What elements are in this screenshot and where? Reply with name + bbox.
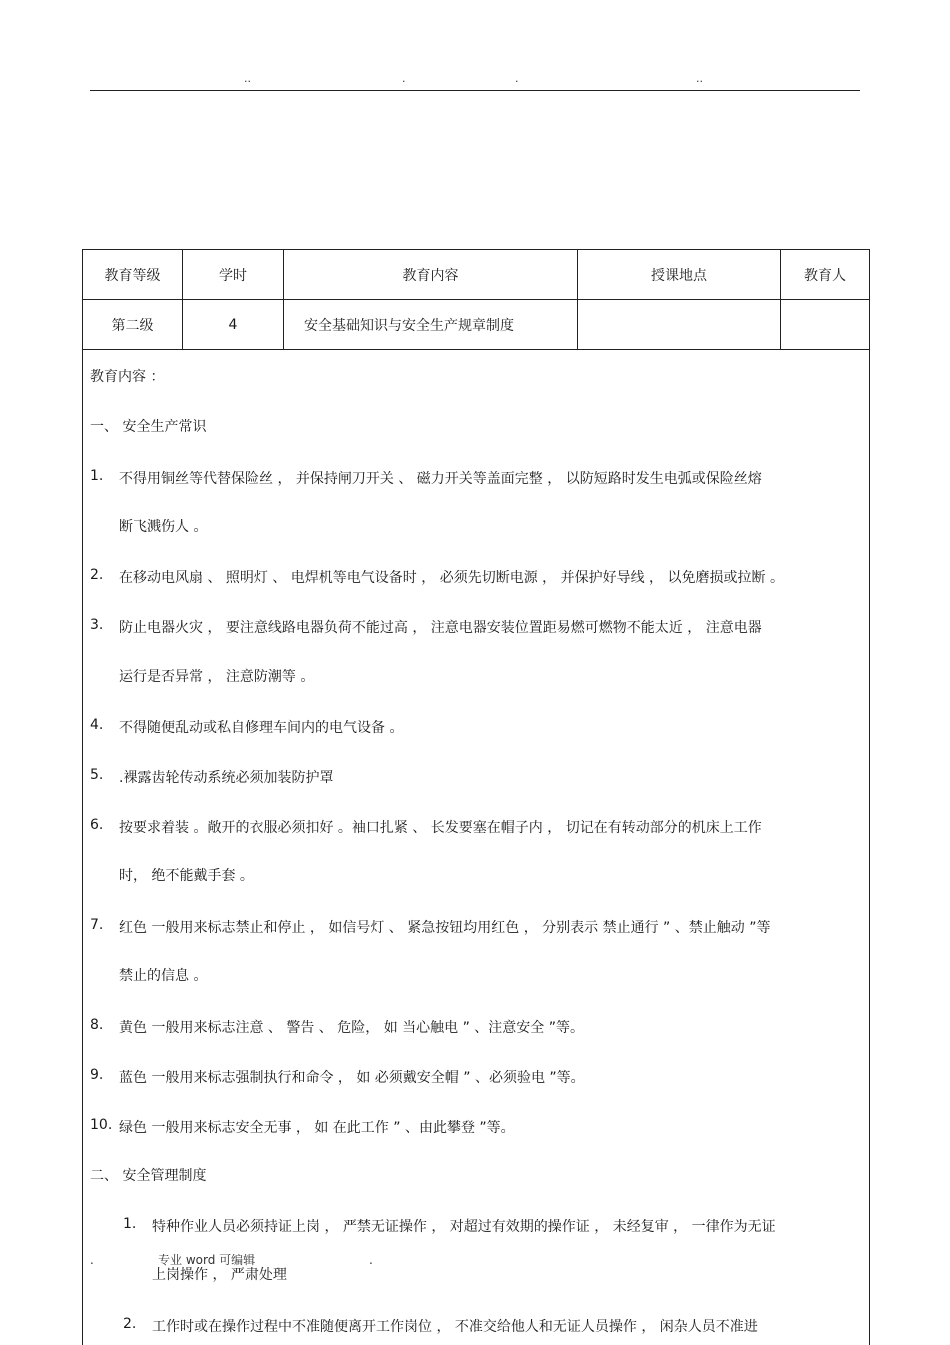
- table-row: [83, 300, 869, 350]
- section-title: 一、 安全生产常识: [90, 419, 207, 435]
- list-item: [123, 1316, 758, 1336]
- item-text: 不得用铜丝等代替保险丝 ， 并保持闸刀开关 、 磁力开关等盖面完整 ， 以防短路时发生电弧或保险丝熔: [119, 471, 762, 487]
- item-text: 绿色 一般用来标志安全无事 ， 如 在此工作 ” 、由此攀登 ”等。: [119, 1120, 515, 1136]
- header-dot: .: [402, 72, 406, 85]
- item-continuation: 上岗操作 ， 严肃处理: [152, 1267, 287, 1283]
- item-number: 2.: [90, 567, 104, 583]
- item-continuation: 时， 绝不能戴手套 。: [119, 868, 254, 884]
- item-text: 特种作业人员必须持证上岗 ， 严禁无证操作 ， 对超过有效期的操作证 ， 未经复审 ， 一律作为无证: [152, 1219, 776, 1235]
- footer-dot-left: .: [90, 1253, 94, 1267]
- item-text: 防止电器火灾 ， 要注意线路电器负荷不能过高 ， 注意电器安装位置距易燃可燃物不能太近 ， 注意电器: [119, 620, 762, 636]
- item-text: 按要求着装 。敞开的衣服必须扣好 。袖口扎紧 、 长发要塞在帽子内 ， 切记在有转动部分的机床上工作: [119, 820, 762, 836]
- cell-content: 安全基础知识与安全生产规章制度: [283, 300, 577, 349]
- cell-level: 第二级: [111, 317, 154, 334]
- item-number: 6.: [90, 817, 104, 833]
- list-item: [90, 617, 762, 637]
- list-item: [90, 917, 770, 937]
- list-item: [123, 1216, 776, 1236]
- item-continuation: 运行是否异常 ， 注意防潮等 。: [119, 669, 315, 685]
- list-item: [90, 1067, 585, 1087]
- item-number: 9.: [90, 1067, 104, 1083]
- item-text: .裸露齿轮传动系统必须加装防护罩: [119, 770, 334, 786]
- section-title: 二、 安全管理制度: [90, 1168, 207, 1184]
- item-text: 蓝色 一般用来标志强制执行和命令 ， 如 必须戴安全帽 ” 、必须验电 ”等。: [119, 1070, 585, 1086]
- footer-label: 专业 word 可编辑: [158, 1253, 256, 1267]
- item-number: 1.: [123, 1216, 137, 1232]
- item-number: 1.: [90, 468, 104, 484]
- header-dot: ..: [244, 72, 251, 85]
- list-item: [90, 468, 762, 488]
- item-continuation: 断飞溅伤人 。: [119, 519, 208, 535]
- list-item: [90, 717, 403, 737]
- item-text: 黄色 一般用来标志注意 、 警告 、 危险， 如 当心触电 ” 、注意安全 ”等。: [119, 1020, 585, 1036]
- list-item: [90, 1017, 584, 1037]
- item-number: 2.: [123, 1316, 137, 1332]
- header-hours: 学时: [182, 250, 283, 299]
- list-item: [90, 817, 762, 837]
- header-level: 教育等级: [104, 267, 161, 284]
- item-text: 工作时或在操作过程中不准随便离开工作岗位 ， 不准交给他人和无证人员操作 ， 闲杂人员不准进: [152, 1319, 758, 1335]
- header-dot: ..: [696, 72, 703, 85]
- header-dot: .: [515, 72, 519, 85]
- list-item: [90, 767, 333, 787]
- list-item: [90, 567, 784, 587]
- item-text: 红色 一般用来标志禁止和停止 ， 如信号灯 、 紧急按钮均用红色 ， 分别表示 禁止通行 ” 、禁止触动 ”等: [119, 920, 771, 936]
- cell-educator: [780, 300, 869, 349]
- table-header-row: [83, 250, 869, 300]
- item-text: 在移动电风扇 、 照明灯 、 电焊机等电气设备时 ， 必须先切断电源 ， 并保护好导线 ， 以免磨损或拉断 。: [119, 570, 784, 586]
- item-continuation: 禁止的信息 。: [119, 968, 208, 984]
- header-rule: [90, 90, 860, 91]
- list-item: [90, 1117, 515, 1137]
- footer-dot-right: .: [369, 1253, 373, 1267]
- item-text: 不得随便乱动或私自修理车间内的电气设备 。: [119, 720, 404, 736]
- item-number: 3.: [90, 617, 104, 633]
- cell-hours: 4: [182, 300, 283, 349]
- header-content: 教育内容: [283, 250, 577, 299]
- header-educator: 教育人: [780, 250, 869, 299]
- item-number: 5.: [90, 767, 104, 783]
- content-intro: 教育内容 ：: [90, 369, 165, 385]
- item-number: 8.: [90, 1017, 104, 1033]
- item-number: 10.: [90, 1117, 113, 1133]
- cell-location: [577, 300, 780, 349]
- item-number: 4.: [90, 717, 104, 733]
- header-location: 授课地点: [577, 250, 780, 299]
- item-number: 7.: [90, 917, 104, 933]
